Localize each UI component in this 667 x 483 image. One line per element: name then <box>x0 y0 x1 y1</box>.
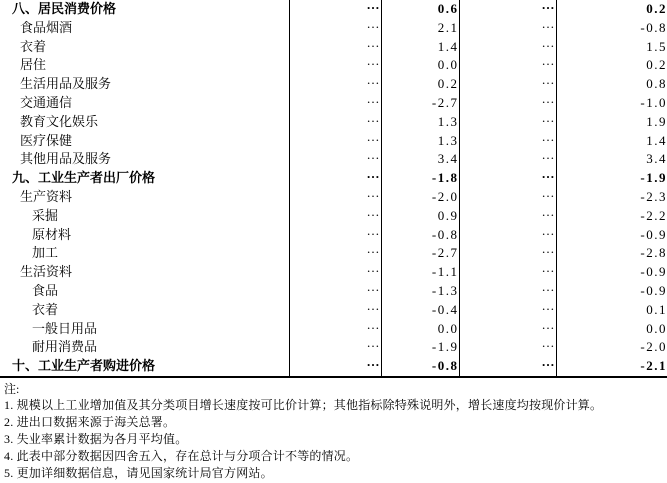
na-dots: … <box>541 56 556 69</box>
na-dots: … <box>541 300 556 313</box>
indicator-label: 食品烟酒 <box>20 19 73 35</box>
na-dots: … <box>366 281 381 294</box>
indicator-label: 衣着 <box>32 301 59 317</box>
indicator-label-cell <box>0 150 289 169</box>
indicator-label: 十、工业生产者购进价格 <box>12 358 156 374</box>
na-dots: … <box>541 169 556 182</box>
na-dots-cell-cumulative <box>459 132 556 151</box>
na-dots: … <box>366 244 381 257</box>
indicator-label: 教育文化娱乐 <box>20 113 99 129</box>
na-dots: … <box>541 75 556 88</box>
na-dots-cell-cumulative <box>459 94 556 113</box>
table-row <box>0 207 667 226</box>
indicator-label-cell <box>0 94 289 113</box>
na-dots-cell-current <box>289 338 381 357</box>
table-row <box>0 19 667 38</box>
value-cell-current: 1.3 <box>381 132 459 151</box>
table-row <box>0 38 667 57</box>
na-dots: … <box>366 18 381 31</box>
value-cell-current: 2.1 <box>381 19 459 38</box>
na-dots: … <box>366 338 381 351</box>
table-row <box>0 357 667 377</box>
na-dots: … <box>366 0 381 12</box>
indicator-label-cell <box>0 301 289 320</box>
na-dots-cell-current <box>289 132 381 151</box>
table-row <box>0 226 667 245</box>
na-dots-cell-cumulative <box>459 113 556 132</box>
na-dots-cell-current <box>289 0 381 19</box>
value-cell-current: 0.0 <box>381 56 459 75</box>
value-cell-cumulative: 1.4 <box>646 132 667 148</box>
na-dots: … <box>541 357 556 370</box>
na-dots: … <box>541 263 556 276</box>
na-dots: … <box>541 225 556 238</box>
indicator-label-cell <box>0 320 289 339</box>
value-cell-current: 0.6 <box>381 0 459 19</box>
na-dots: … <box>541 18 556 31</box>
na-dots-cell-cumulative <box>459 207 556 226</box>
na-dots-cell-current <box>289 244 381 263</box>
value-cell-cumulative: -0.8 <box>640 19 667 35</box>
indicator-label: 居住 <box>20 57 47 73</box>
na-dots-cell-cumulative <box>459 150 556 169</box>
na-dots-cell-cumulative <box>459 357 556 377</box>
na-dots-cell-current <box>289 301 381 320</box>
na-dots: … <box>541 0 556 12</box>
indicator-label: 耐用消费品 <box>32 339 98 355</box>
value-cell-current: -1.1 <box>381 263 459 282</box>
value-cell-current: -1.8 <box>381 169 459 188</box>
value-cell-cumulative: -0.9 <box>640 282 667 298</box>
table-row <box>0 338 667 357</box>
na-dots: … <box>366 75 381 88</box>
indicator-label: 采掘 <box>32 207 59 223</box>
na-dots: … <box>366 225 381 238</box>
na-dots-cell-cumulative <box>459 263 556 282</box>
na-dots-cell-cumulative <box>459 0 556 19</box>
indicator-label: 一般日用品 <box>32 320 98 336</box>
na-dots-cell-cumulative <box>459 188 556 207</box>
na-dots: … <box>366 263 381 276</box>
indicator-label-cell <box>0 188 289 207</box>
na-dots-cell-cumulative <box>459 282 556 301</box>
indicator-label: 交通通信 <box>20 94 73 110</box>
notes-section <box>0 381 667 482</box>
value-cell-current: -1.9 <box>381 338 459 357</box>
na-dots-cell-current <box>289 226 381 245</box>
indicator-label-cell <box>0 357 289 377</box>
value-cell-cumulative: -1.0 <box>640 94 667 110</box>
na-dots-cell-current <box>289 38 381 57</box>
table-row <box>0 282 667 301</box>
value-cell-cumulative: -2.0 <box>640 339 667 355</box>
indicator-label-cell <box>0 169 289 188</box>
na-dots-cell-current <box>289 188 381 207</box>
notes-list <box>4 397 667 482</box>
na-dots-cell-cumulative <box>459 301 556 320</box>
na-dots-cell-current <box>289 320 381 339</box>
na-dots-cell-current <box>289 75 381 94</box>
table-row <box>0 113 667 132</box>
na-dots: … <box>366 187 381 200</box>
value-cell-cumulative: -0.9 <box>640 264 667 280</box>
value-cell-cumulative: 1.5 <box>646 38 667 54</box>
value-cell-cumulative: -2.8 <box>640 245 667 261</box>
na-dots: … <box>541 338 556 351</box>
na-dots-cell-cumulative <box>459 19 556 38</box>
na-dots: … <box>366 131 381 144</box>
note-item: 5. 更加详细数据信息，请见国家统计局官方网站。 <box>4 465 273 480</box>
na-dots: … <box>366 300 381 313</box>
table-row <box>0 320 667 339</box>
note-item: 4. 此表中部分数据因四舍五入，存在总计与分项合计不等的情况。 <box>4 448 359 463</box>
indicator-label-cell <box>0 113 289 132</box>
indicator-label: 原材料 <box>32 226 72 242</box>
note-item: 2. 进出口数据来源于海关总署。 <box>4 414 176 429</box>
na-dots: … <box>366 150 381 163</box>
na-dots-cell-cumulative <box>459 320 556 339</box>
value-cell-cumulative: -1.9 <box>640 170 667 186</box>
na-dots-cell-current <box>289 94 381 113</box>
na-dots-cell-current <box>289 357 381 377</box>
na-dots-cell-cumulative <box>459 38 556 57</box>
na-dots: … <box>541 131 556 144</box>
na-dots-cell-cumulative <box>459 338 556 357</box>
na-dots-cell-cumulative <box>459 226 556 245</box>
indicator-label: 生产资料 <box>20 188 73 204</box>
na-dots-cell-current <box>289 169 381 188</box>
value-cell-current: 0.2 <box>381 75 459 94</box>
note-item: 3. 失业率累计数据为各月平均值。 <box>4 431 188 446</box>
na-dots: … <box>541 93 556 106</box>
indicator-label-cell <box>0 19 289 38</box>
indicator-label: 九、工业生产者出厂价格 <box>12 170 156 186</box>
indicator-label-cell <box>0 226 289 245</box>
table-row <box>0 244 667 263</box>
indicator-label: 加工 <box>32 245 59 261</box>
na-dots: … <box>366 112 381 125</box>
value-cell-cumulative: 3.4 <box>646 151 667 167</box>
indicator-label-cell <box>0 75 289 94</box>
na-dots-cell-current <box>289 113 381 132</box>
indicator-label-cell <box>0 38 289 57</box>
na-dots-cell-cumulative <box>459 75 556 94</box>
note-item: 1. 规模以上工业增加值及其分类项目增长速度按可比价计算；其他指标除特殊说明外，增长速度均按现价计算。 <box>4 397 603 412</box>
na-dots: … <box>541 112 556 125</box>
value-cell-current: 1.3 <box>381 113 459 132</box>
na-dots: … <box>541 319 556 332</box>
indicator-label-cell <box>0 244 289 263</box>
na-dots-cell-current <box>289 263 381 282</box>
indicator-label: 生活用品及服务 <box>20 76 112 92</box>
na-dots: … <box>541 37 556 50</box>
value-cell-current: 1.4 <box>381 38 459 57</box>
na-dots-cell-cumulative <box>459 244 556 263</box>
indicator-label-cell <box>0 207 289 226</box>
indicator-label: 八、居民消费价格 <box>12 1 117 16</box>
indicator-label: 医疗保健 <box>20 132 73 148</box>
value-cell-current: -1.3 <box>381 282 459 301</box>
na-dots-cell-current <box>289 207 381 226</box>
na-dots-cell-cumulative <box>459 169 556 188</box>
value-cell-cumulative: 0.2 <box>646 1 667 16</box>
value-cell-cumulative: 0.8 <box>646 76 667 92</box>
na-dots: … <box>541 187 556 200</box>
na-dots: … <box>541 281 556 294</box>
na-dots: … <box>541 150 556 163</box>
table-row <box>0 75 667 94</box>
na-dots: … <box>541 206 556 219</box>
na-dots: … <box>366 206 381 219</box>
indicator-label-cell <box>0 282 289 301</box>
indicator-label-cell <box>0 56 289 75</box>
value-cell-cumulative: -2.2 <box>640 207 667 223</box>
value-cell-cumulative: -0.9 <box>640 226 667 242</box>
value-cell-current: -2.0 <box>381 188 459 207</box>
table-row <box>0 150 667 169</box>
table-row <box>0 263 667 282</box>
na-dots: … <box>541 244 556 257</box>
table-row <box>0 94 667 113</box>
indicator-label: 衣着 <box>20 38 47 54</box>
value-cell-current: -2.7 <box>381 94 459 113</box>
indicator-label: 生活资料 <box>20 264 73 280</box>
table-row <box>0 301 667 320</box>
value-cell-cumulative: -2.1 <box>640 358 667 374</box>
value-cell-cumulative: 0.0 <box>646 320 667 336</box>
value-cell-current: 0.0 <box>381 320 459 339</box>
value-cell-current: -2.7 <box>381 244 459 263</box>
value-cell-current: 0.9 <box>381 207 459 226</box>
value-cell-cumulative: -2.3 <box>640 188 667 204</box>
na-dots-cell-current <box>289 19 381 38</box>
na-dots: … <box>366 357 381 370</box>
indicator-label-cell <box>0 338 289 357</box>
na-dots: … <box>366 37 381 50</box>
value-cell-current: -0.8 <box>381 226 459 245</box>
indicator-label: 其他用品及服务 <box>20 151 112 167</box>
indicator-label: 食品 <box>32 282 59 298</box>
value-cell-cumulative: 1.9 <box>646 113 667 129</box>
table-row <box>0 0 667 19</box>
table-row <box>0 169 667 188</box>
na-dots-cell-current <box>289 56 381 75</box>
table-row <box>0 132 667 151</box>
na-dots-cell-current <box>289 282 381 301</box>
na-dots: … <box>366 93 381 106</box>
indicator-label-cell <box>0 263 289 282</box>
table-row <box>0 56 667 75</box>
value-cell-current: 3.4 <box>381 150 459 169</box>
indicator-label-cell <box>0 0 289 19</box>
na-dots: … <box>366 169 381 182</box>
na-dots: … <box>366 319 381 332</box>
na-dots: … <box>366 56 381 69</box>
na-dots-cell-cumulative <box>459 56 556 75</box>
indicator-label-cell <box>0 132 289 151</box>
na-dots-cell-current <box>289 150 381 169</box>
value-cell-cumulative: 0.2 <box>646 57 667 73</box>
table-row <box>0 188 667 207</box>
value-cell-current: -0.8 <box>381 357 459 377</box>
value-cell-current: -0.4 <box>381 301 459 320</box>
notes-title: 注: <box>4 381 20 396</box>
value-cell-cumulative: 0.1 <box>646 301 667 317</box>
